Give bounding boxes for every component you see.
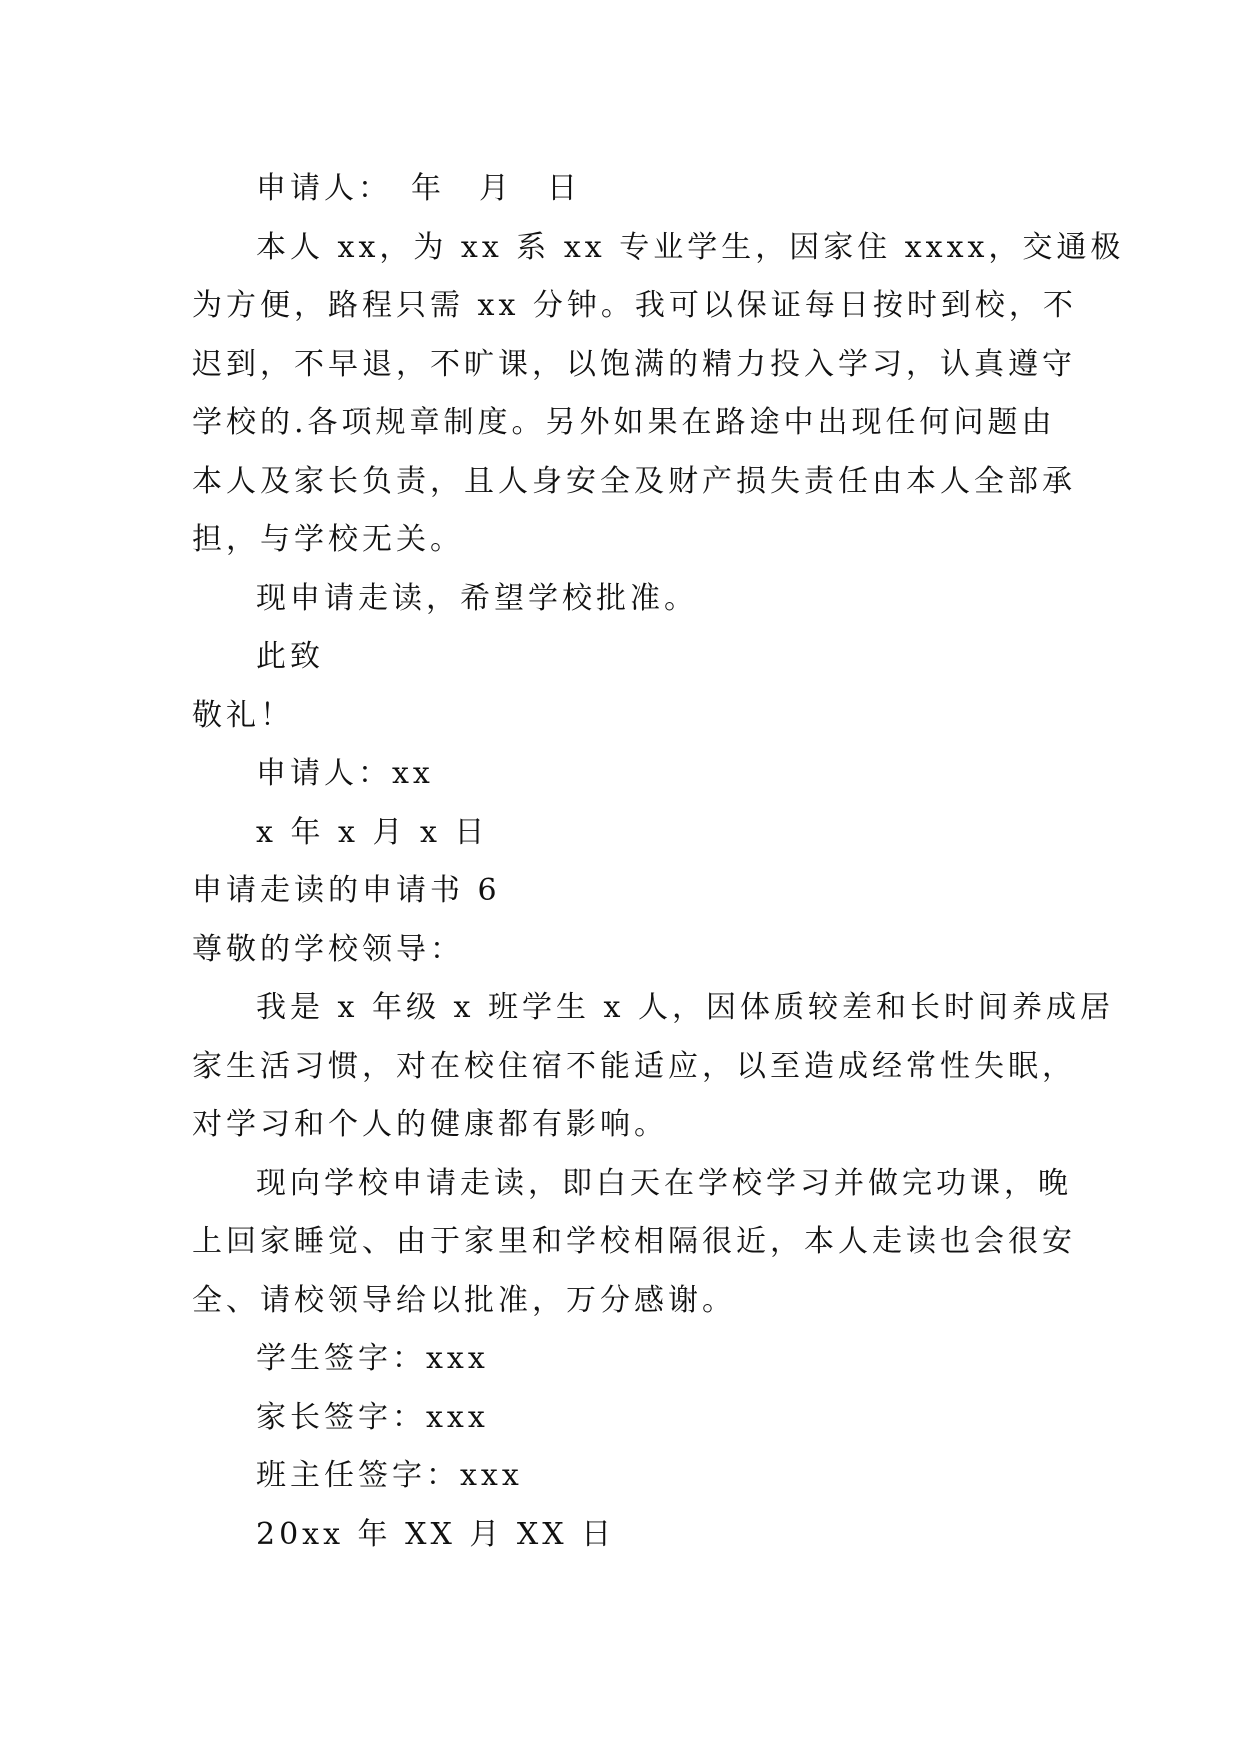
body-line: 担，与学校无关。	[192, 522, 464, 557]
teacher-signature: 班主任签字：xxx	[256, 1458, 523, 1493]
application-date: x 年 x 月 x 日	[256, 814, 489, 850]
paragraph-line: 我是 x 年级 x 班学生 x 人，因体质较差和长时间养成居	[256, 990, 1114, 1025]
body-line: 本人 xx，为 xx 系 xx 专业学生，因家住 xxxx，交通极	[256, 229, 1125, 265]
closing-salute: 敬礼！	[192, 697, 294, 733]
closing-line: 此致	[256, 639, 324, 674]
body-line: 迟到，不早退，不旷课，以饱满的精力投入学习，认真遵守	[192, 346, 1076, 382]
paragraph-line: 家生活习惯，对在校住宿不能适应，以至造成经常性失眠，	[192, 1048, 1076, 1084]
body-line: 为方便，路程只需 xx 分钟。我可以保证每日按时到校，不	[192, 288, 1077, 323]
parent-signature: 家长签字：xxx	[256, 1399, 489, 1435]
applicant-date-line: 申请人： 年 月 日	[256, 171, 581, 206]
body-line: 本人及家长负责，且人身安全及财产损失责任由本人全部承	[192, 463, 1076, 499]
body-line: 学校的.各项规章制度。另外如果在路途中出现任何问题由	[192, 405, 1056, 440]
applicant-name: 申请人：xx	[256, 756, 434, 791]
salutation: 尊敬的学校领导：	[192, 931, 464, 967]
signature-date: 20xx 年 XX 月 XX 日	[256, 1516, 616, 1552]
paragraph-line: 全、请校领导给以批准，万分感谢。	[192, 1282, 736, 1318]
student-signature: 学生签字：xxx	[256, 1341, 489, 1376]
paragraph-line: 对学习和个人的健康都有影响。	[192, 1107, 668, 1142]
document-page	[192, 160, 1125, 1564]
paragraph-line: 上回家睡觉、由于家里和学校相隔很近，本人走读也会很安	[192, 1224, 1076, 1259]
section-title: 申请走读的申请书 6	[192, 873, 501, 908]
request-line: 现申请走读，希望学校批准。	[256, 580, 698, 616]
paragraph-line: 现向学校申请走读，即白天在学校学习并做完功课，晚	[256, 1165, 1072, 1201]
